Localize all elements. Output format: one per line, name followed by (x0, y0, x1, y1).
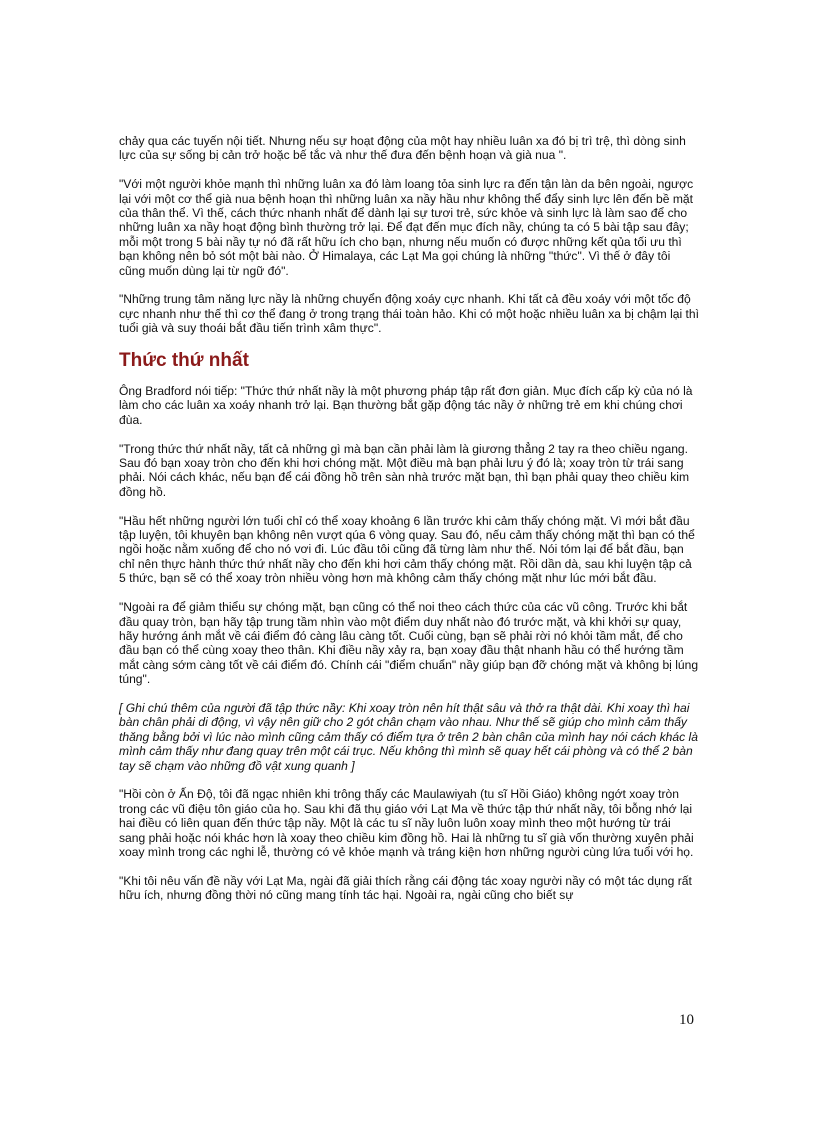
page-body (119, 134, 699, 917)
paragraph: "Những trung tâm năng lực nầy là những chuyển động xoáy cực nhanh. Khi tất cả đều xoáy với một tốc độ cực nhanh như thế thì cơ thể đang ở trong trạng thái toàn hảo. Khi có một hoặc nhiều luân xa bị chậm lại thì tuổi già và suy thoái bắt đầu tiến trình xâm thực". (119, 292, 699, 336)
paragraph: "Ngoài ra để giảm thiểu sự chóng mặt, bạn cũng có thể noi theo cách thức của các vũ công. Trước khi bắt đầu quay tròn, bạn hãy tập trung tầm nhìn vào một điểm duy nhất nào đó trước mặt, và khi khởi sự quay, hãy hướng ánh mắt về cái điểm đó càng lâu càng tốt. Cuối cùng, bạn sẽ phải rời nó khỏi tầm mắt, để cho đầu bạn có thể cùng xoay theo thân. Khi điều nầy xảy ra, bạn xoay đầu thật nhanh hầu có thể hướng tầm mắt càng sớm càng tốt về cái điểm đó. Chính cái "điểm chuẩn" nầy giúp bạn đỡ chóng mặt và không bị lúng túng". (119, 600, 699, 687)
page-number: 10 (679, 1012, 694, 1028)
paragraph: Ông Bradford nói tiếp: "Thức thứ nhất nầy là một phương pháp tập rất đơn giản. Mục đích cấp kỳ của nó là làm cho các luân xa xoáy nhanh trở lại. Bạn thường bắt gặp động tác nầy ở những trẻ em khi chúng chơi đùa. (119, 384, 693, 427)
paragraph: "Với một người khỏe mạnh thì những luân xa đó làm loang tỏa sinh lực ra đến tận làn da bên ngoài, ngược lại với một cơ thể già nua bệnh hoạn thì những luân xa nầy hầu như không thể đẩy sinh lực lên đến bề mặt của thân thể. Vì thế, cách thức nhanh nhất để dành lại sự tươi trẻ, sức khỏe và sinh lực là làm sao để cho những luân xa nầy hoạt động bình thường trở lại. Để đạt đến mục đích nầy, chúng ta có 5 bài tập sau đây; mỗi một trong 5 bài nầy tự nó đã rất hữu ích cho bạn, nhưng nếu muốn có được những kết qủa tối ưu thì bạn không nên bỏ sót một bài nào. Ở Himalaya, các Lạt Ma gọi chúng là những "thức". Vì thế ở đây tôi cũng muốn dùng lại từ ngữ đó". (119, 177, 694, 278)
paragraph: "Trong thức thứ nhất nầy, tất cả những gì mà bạn cần phải làm là giương thẳng 2 tay ra theo chiều ngang. Sau đó bạn xoay tròn cho đến khi hơi chóng mặt. Một điều mà bạn phải lưu ý đó là; xoay tròn từ trái sang phải. Nói cách khác, nếu bạn để cái đồng hồ trên sàn nhà trước mặt bạn, thì bạn phải quay theo chiều kim đồng hồ. (119, 441, 690, 499)
paragraph: chảy qua các tuyến nội tiết. Nhưng nếu sự hoạt động của một hay nhiều luân xa đó bị trì trệ, thì dòng sinh lực của sự sống bị cản trở hoặc bế tắc và như thế đưa đến bệnh hoạn và già nua ". (119, 134, 686, 163)
section-heading: Thức thứ nhất (119, 350, 249, 372)
paragraph: "Khi tôi nêu vấn đề nầy với Lạt Ma, ngài đã giải thích rằng cái động tác xoay người nầy có một tác dụng rất hữu ích, nhưng đồng thời nó cũng mang tính tác hại. Ngoài ra, ngài cũng cho biết sự (119, 873, 692, 903)
italic-note: [ Ghi chú thêm của người đã tập thức nầy: Khi xoay tròn nên hít thật sâu và thở ra thật dài. Khi xoay thì hai bàn chân phải di động, vì vậy nên giữ cho 2 gót chân chạm vào nhau. Như thế sẽ giúp cho mình cảm thấy thăng bằng bởi vì lúc nào mình cũng cảm thấy có điểm tựa ở trên 2 bàn chân của mình hay nói cách khác là mình cảm thấy như đang quay trên một cái trục. Nếu không thì mình sẽ quay hết cái phòng và có thể 2 bàn tay sẽ chạm vào những đồ vật xung quanh ] (119, 700, 698, 773)
paragraph: "Hầu hết những người lớn tuổi chỉ có thể xoay khoảng 6 lần trước khi cảm thấy chóng mặt. Vì mới bắt đầu tập luyện, tôi khuyên bạn không nên vượt qúa 6 vòng quay. Sau đó, nếu cảm thấy chóng mặt thì bạn có thể ngồi hoặc nằm xuống để cho nó vơi đi. Lúc đầu tôi cũng đã từng làm như thế. Nói tóm lại để bắt đầu, bạn chỉ nên thực hành thức thứ nhất nầy cho đến khi hơi cảm thấy chóng mặt. Rồi dần dà, sau khi luyện tập cả 5 thức, bạn sẽ có thể xoay tròn nhiều vòng hơn mà không cảm thấy chóng mặt như lúc mới bắt đầu. (119, 513, 695, 586)
paragraph: "Hồi còn ở Ấn Độ, tôi đã ngạc nhiên khi trông thấy các Maulawiyah (tu sĩ Hồi Giáo) không ngớt xoay tròn trong các vũ điệu tôn giáo của họ. Sau khi đã thụ giáo với Lạt Ma về thức tập thứ nhất nầy, tôi bỗng nhớ lại hai điều có liên quan đến thức tập nầy. Một là các tu sĩ nầy luôn luôn xoay mình theo một hướng từ trái sang phải hoặc nói khác hơn là xoay theo chiều kim đồng hồ. Hai là những tu sĩ già vốn thường xuyên phải xoay mình trong các nghi lễ, thường có vẻ khỏe mạnh và tráng kiện hơn những người cùng lứa tuổi với họ. (119, 787, 694, 859)
